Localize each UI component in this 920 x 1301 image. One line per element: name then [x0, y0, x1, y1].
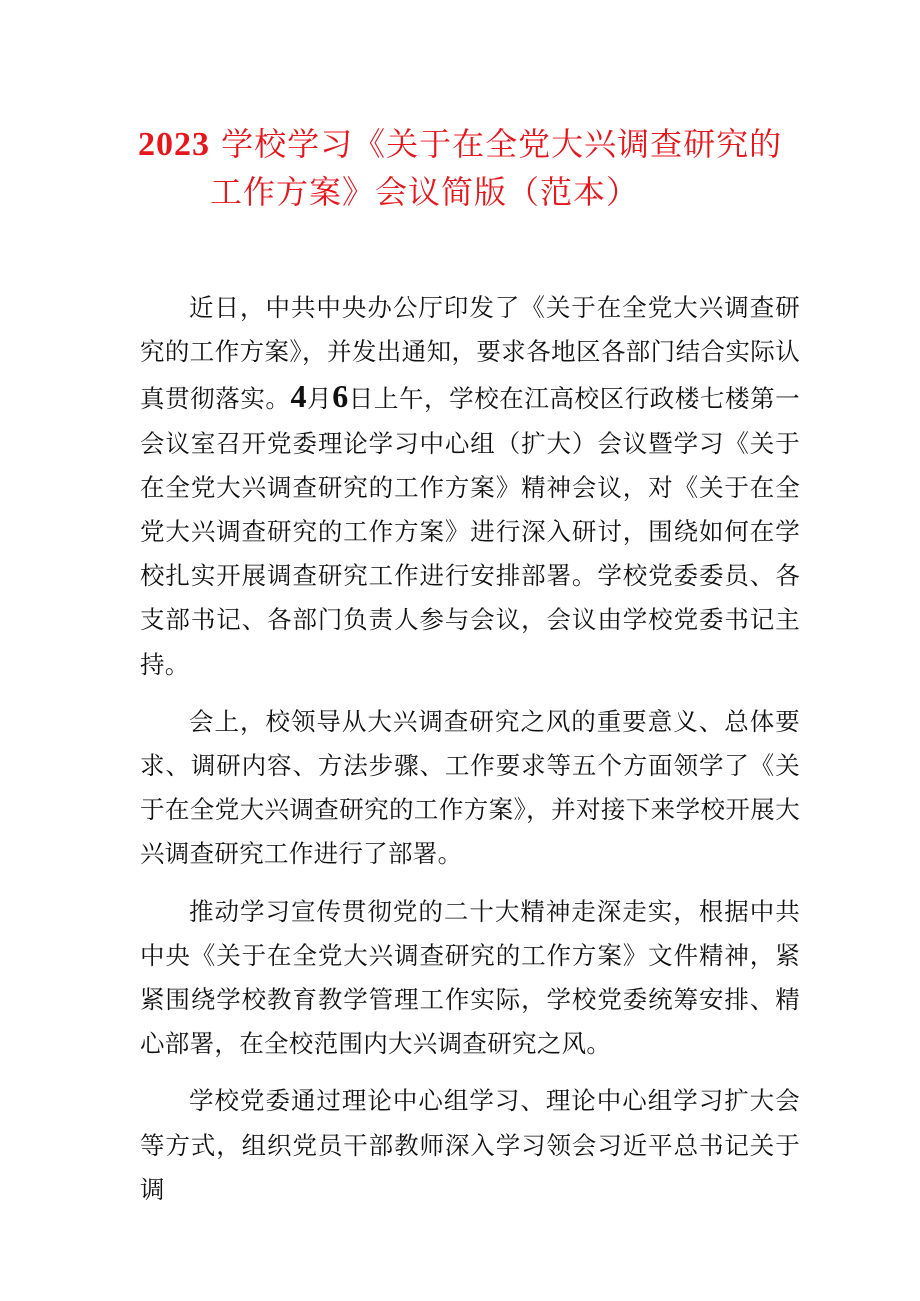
- paragraph-1: [140, 286, 800, 687]
- paragraph-4: 学校党委通过理论中心组学习、理论中心组学习扩大会等方式，组织党员干部教师深入学习领会习近平总书记关于调: [140, 1086, 800, 1204]
- document-title-line-1: [0, 122, 920, 167]
- title-year: 2023: [138, 126, 210, 163]
- paragraph-1-intro: 近日，中共中央办公厅印发了《关于在全党大兴调查研究的工作方案》，并发出通知，要求各地区各部门结合实际认真贯彻落实。: [140, 293, 800, 414]
- meeting-month: 4: [290, 378, 307, 415]
- document-title-line-2: 工作方案》会议简版（范本）: [210, 173, 640, 211]
- paragraph-1-rest: 日上午，学校在江高校区行政楼七楼第一会议室召开党委理论学习中心组（扩大）会议暨学习《关于在全党大兴调查研究的工作方案》精神会议，对《关于在全党大兴调查研究的工作方案》进行深入研讨，围绕如何在学校扎实开展调查研究工作进行安排部署。学校党委委员、各支部书记、各部门负责人参与会议，会议由学校党委书记主持。: [140, 384, 800, 679]
- month-unit: 月: [306, 384, 333, 414]
- paragraph-3: 推动学习宣传贯彻党的二十大精神走深走实，根据中共中央《关于在全党大兴调查研究的工作方案》文件精神，紧紧围绕学校教育教学管理工作实际，学校党委统筹安排、精心部署，在全校范围内大兴调查研究之风。: [140, 896, 800, 1059]
- title-line-1-text: 学校学习《关于在全党大兴调查研究的: [210, 125, 783, 163]
- meeting-day: 6: [332, 378, 349, 415]
- paragraph-2: 会上，校领导从大兴调查研究之风的重要意义、总体要求、调研内容、方法步骤、工作要求等五个方面领学了《关于在全党大兴调查研究的工作方案》，并对接下来学校开展大兴调查研究工作进行了部署。: [140, 706, 800, 869]
- document-body: [140, 286, 800, 1225]
